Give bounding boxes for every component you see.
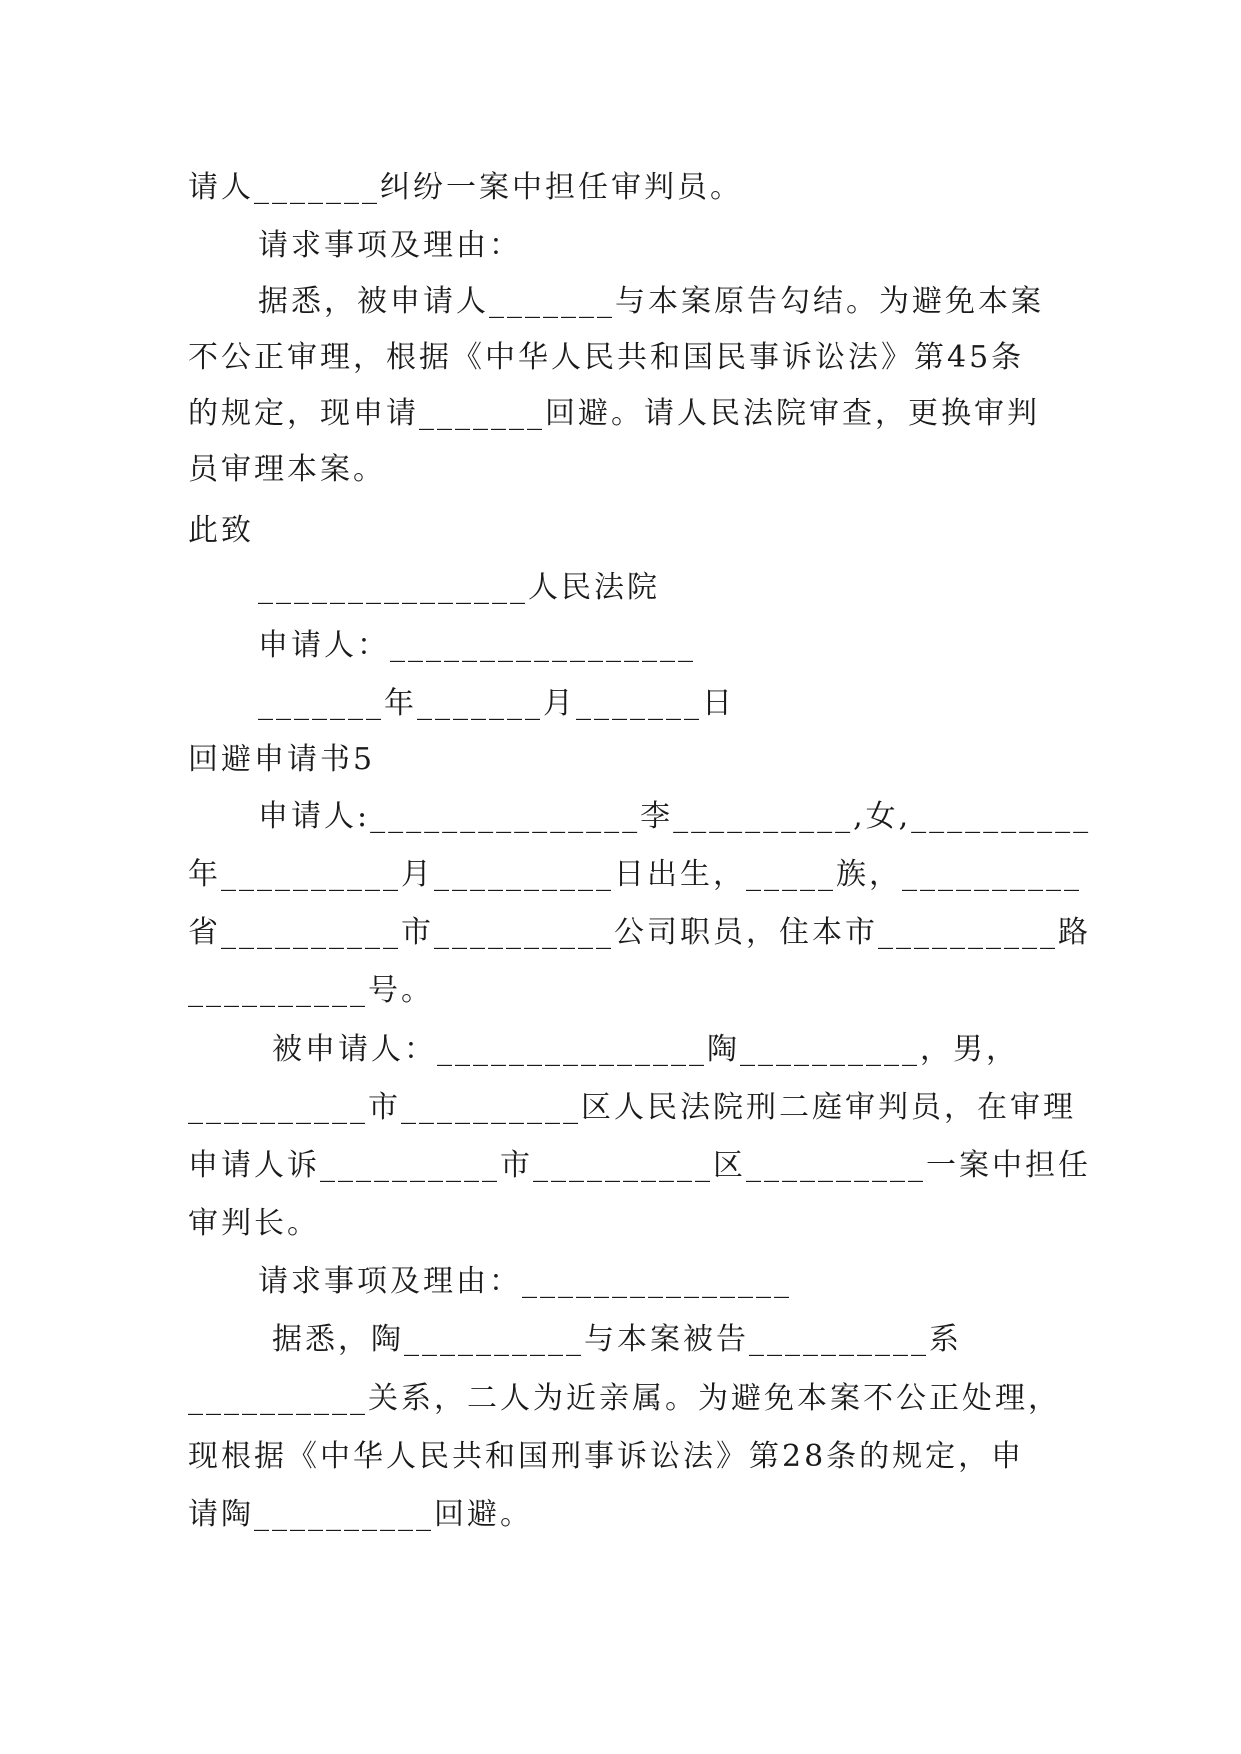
section-heading: 请求事项及理由：_______________ (258, 1264, 792, 1299)
body-text-line: 被申请人：_______________陶__________，男， (272, 1032, 1019, 1067)
date-line: _______年_______月_______日 (258, 686, 735, 721)
applicant-signature: 申请人：_________________ (258, 628, 696, 663)
section-heading: 请求事项及理由： (258, 228, 522, 263)
body-text-line: 年__________月__________日出生，_____族，__________ (188, 857, 1082, 892)
body-text-line: 申请人诉__________市__________区__________一案中担任 (188, 1148, 1091, 1183)
body-text-line: 审判长。 (188, 1206, 320, 1241)
body-text-line: 据悉，被申请人_______与本案原告勾结。为避免本案 (258, 284, 1044, 319)
closing-salutation: 此致 (188, 513, 254, 548)
body-text-line: 不公正审理，根据《中华人民共和国民事诉讼法》第45条 (188, 340, 1025, 375)
body-text-line: 申请人:_______________李__________,女,__________ (258, 799, 1092, 834)
body-text-line: 现根据《中华人民共和国刑事诉讼法》第28条的规定，申 (188, 1439, 1025, 1474)
body-text-line: 请人_______纠纷一案中担任审判员。 (188, 170, 743, 205)
court-addressee: _______________人民法院 (258, 570, 660, 605)
body-text-line: __________号。 (188, 973, 434, 1008)
body-text-line: 请陶__________回避。 (188, 1497, 533, 1532)
body-text-line: __________市__________区人民法院刑二庭审判员，在审理 (188, 1090, 1076, 1125)
body-text-line: __________关系，二人为近亲属。为避免本案不公正处理， (188, 1381, 1061, 1416)
body-text-line: 的规定，现申请_______回避。请人民法院审查，更换审判 (188, 396, 1040, 431)
document-title: 回避申请书5 (188, 742, 376, 777)
body-text-line: 省__________市__________公司职员，住本市__________路 (188, 915, 1091, 950)
body-text-line: 员审理本案。 (188, 452, 386, 487)
body-text-line: 据悉，陶__________与本案被告__________系 (272, 1322, 962, 1357)
